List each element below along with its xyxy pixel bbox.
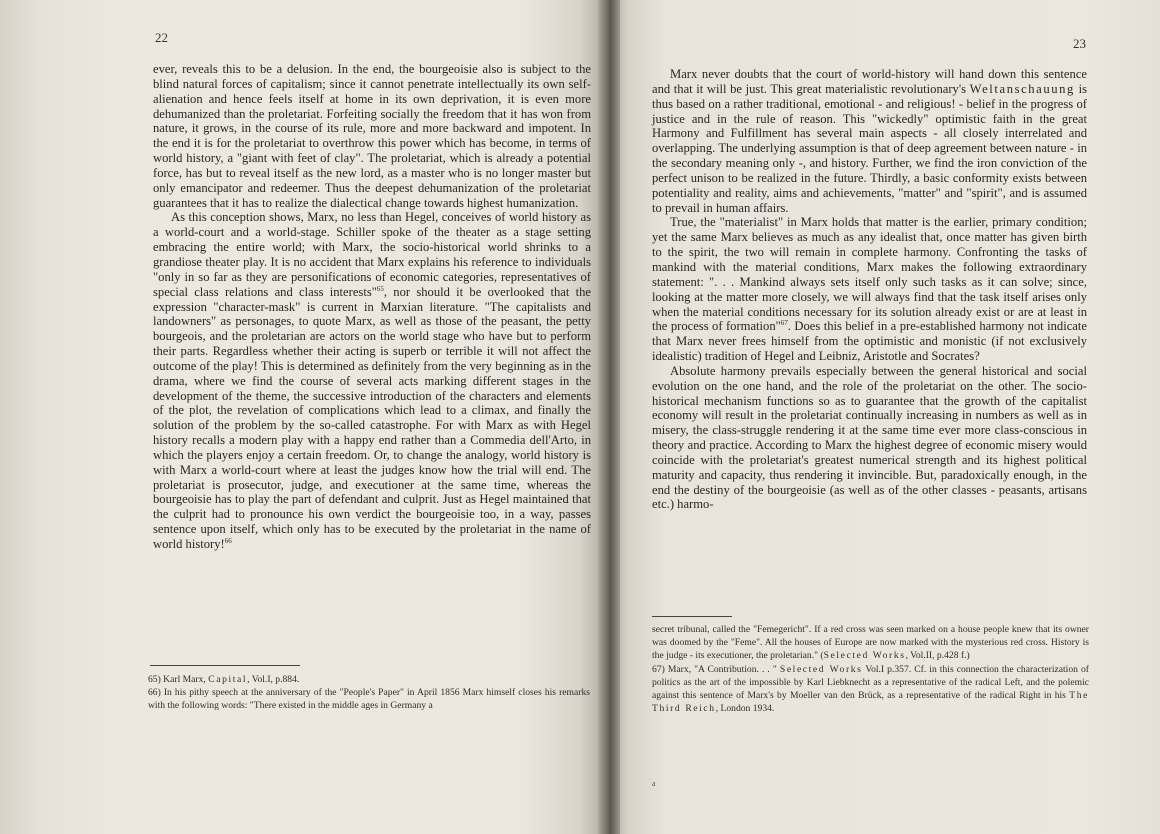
weltanschauung-term: Weltanschauung — [969, 81, 1075, 96]
footnote-66-text: secret tribunal, called the "Femegericht". If a red cross was seen marked on a house people knew that its owner was doomed by the "Feme". All the houses of Europe are now marked with the mysterious red cross. History is the judge - its executioner, the proletarian." ( — [652, 624, 1089, 662]
footnote-ref-67[interactable]: 67 — [780, 319, 788, 328]
left-paragraph-2 — [153, 210, 591, 551]
left-paragraph-2-part-2: , nor should it be overlooked that the expression "character-mask" is current in Marxian literature. "The capitalists and landowners" as personages, to quote Marx, as well as those of the peasant, the petty bourgeois, and the proletarian are actors on the world stage who have but to perform their parts. Regardless whether their acting is superb or terrible it will not affect the outcome of the play! This is determined as definitely from the very beginning as in the drama, where we find the course of several acts marking different stages in the development of the theme, the successive introduction of the characters and elements of the plot, the revelation of complications which lead to a climax, and finally the solution of the problem by the so-called catastrophe. For with Marx as with Hegel history recalls a modern play with a happy end rather than a Commedia dell'Arto, in which the players enjoy a certain freedom. Or, to change the analogy, world history is with Marx a world-court where at least the judges know how the trial will end. The proletariat is prosecutor, judge, and executioner at the same time, whereas the bourgeoisie has to play the part of defendant and culprit. Just as Hegel maintained that the culprit had to pronounce his own verdict the bourgeoisie too, in a way, passes sentence upon itself, which only has to be executed by the proletariat in the name of world history! — [153, 284, 592, 551]
footnote-65-suffix: , Vol.I, p.884. — [247, 674, 300, 685]
footnote-67-title: Selected Works — [779, 663, 863, 675]
right-body-text — [652, 67, 1087, 512]
footnote-67-end: , London 1934. — [715, 703, 775, 715]
footnote-66: 66) In his pithy speech at the anniversary of the "People's Paper" in April 1856 Marx himself closes his remarks with the following words: "There existed in the middle ages in Germany a — [148, 687, 590, 712]
left-paragraph-2-part-1: As this conception shows, Marx, no less than Hegel, conceives of world history as a world-court and a world-stage. Schiller spoke of the theater as a stage setting embracing the entire world; with Marx, the socio-historical world shrinks to a grandiose theater play. It is no accident that Marx explains his reference to individuals "only in so far as they are personifications of economic categories, representatives of special class relations and class interests" — [153, 210, 591, 299]
right-paragraph-3: Absolute harmony prevails especially between the general historical and social evolution on the one hand, and the role of the proletariat on the other. The socio-historical mechanism functions so as to guarantee that the growth of the capitalist economy will result in the proletariat continually increasing in numbers as well as in misery, the class-struggle rendering it at the same time ever more class-conscious in theory and practice. According to Marx the highest degree of economic misery would coincide with the proletariat's greatest numerical strength and its highest political maturity and capacity, thus rendering it invincible. But, paradoxically enough, in the end the destiny of the bourgeoisie (as well as of the other classes - peasants, artisans etc.) harmo- — [652, 363, 1087, 512]
footnote-66-end: , Vol.II, p.428 f.) — [905, 650, 970, 662]
left-footnote-rule — [150, 665, 300, 666]
right-paragraph-1-part-2: is thus based on a rather traditional, emotional - and religious! - belief in the progress of justice and in the rule of reason. This "wickedly" optimistic faith in the great Harmony and Fulfillment has several main aspects - all closely interrelated and overlapping. The underlying assumption is that of deep agreement between nature - in the secondary meaning only -, and history. Further, we find the iron conviction of the perfect unison to be realized in the future. Thirdly, a basic conformity exists between potentiality and reality, aims and achievements, "matter" and "spirit", and is assumed to prevail in human affairs. — [652, 81, 1087, 215]
footnote-67-prefix: 67) Marx, "A Contribution. . . " — [652, 663, 777, 675]
right-paragraph-1 — [652, 67, 1087, 215]
footnote-65 — [148, 673, 590, 686]
footnote-65-prefix: 65) Karl Marx, — [148, 674, 206, 685]
footnote-ref-65[interactable]: 65 — [376, 284, 384, 293]
page-corner-mark: a — [652, 779, 656, 788]
right-page-number: 23 — [1073, 36, 1086, 51]
left-paragraph-1: ever, reveals this to be a delusion. In the end, the bourgeoisie also is subject to the blind natural forces of capitalism; since it cannot penetrate intellectually its own self-alienation and hence feels itself at home in its own deprivation, it is even more dehumanized than the proletariat. Forfeiting socially the freedom that it has won from nature, it grows, in the course of its rule, more and more backward and impotent. In the end it is for the proletariat to overthrow this power which has become, in terms of world history, a "giant with feet of clay". The proletariat, which is already a potential force, has but to reveal itself as the new lord, as a master who is no longer master but only emancipator and redeemer. Thus the deepest dehumanization of the proletariat guarantees that it has to realize the dialectical change towards highest humanization. — [153, 62, 591, 210]
book-gutter — [598, 0, 620, 834]
footnote-65-title: Capital — [208, 674, 248, 685]
right-paragraph-2-part-1: True, the "materialist" in Marx holds that matter is the earlier, primary condition; yet the same Marx believes as much as any idealist that, once matter has given birth to the spirit, the two will remain in complete harmony. Confronting the tasks of mankind with the material conditions, Marx makes the following extraordinary statement: ". . . Mankind always sets itself only such tasks as it can solve; since, looking at the matter more closely, we will always find that the task itself arises only when the material conditions necessary for its solution already exist or are at least in the process of formation" — [652, 215, 1087, 334]
footnote-66-continued — [652, 623, 1089, 663]
right-paragraph-2-part-2: . Does this belief in a pre-established harmony not indicate that Marx never frees himself from the optimistic and monistic (if not exclusively idealistic) tradition of Hegel and Leibniz, Aristotle and Socrates? — [652, 319, 1087, 364]
footnote-67-text: Vol.I p.357. Cf. in this connection the characterization of politics as the art of the impossible by Karl Liebknecht as a representative of the radical Left, and the polemic against this sentence of Marx's by Moeller van den Brück, as a representative of the radical Right in his — [652, 663, 1089, 702]
footnote-66-title: Selected Works — [823, 650, 906, 662]
footnote-67 — [652, 663, 1089, 716]
left-page-number: 22 — [155, 30, 168, 45]
right-paragraph-1-part-1: Marx never doubts that the court of world-history will hand down this sentence and that it will be just. This great materialistic revolutionary's — [652, 67, 1087, 96]
footnote-ref-66[interactable]: 66 — [224, 536, 232, 545]
right-footnote-rule — [652, 616, 732, 617]
footnote-67-book-title: The Third Reich — [652, 690, 1089, 715]
right-footnotes — [652, 623, 1089, 715]
left-footnotes — [148, 673, 590, 713]
right-paragraph-2 — [652, 215, 1087, 363]
left-body-text — [153, 62, 591, 552]
